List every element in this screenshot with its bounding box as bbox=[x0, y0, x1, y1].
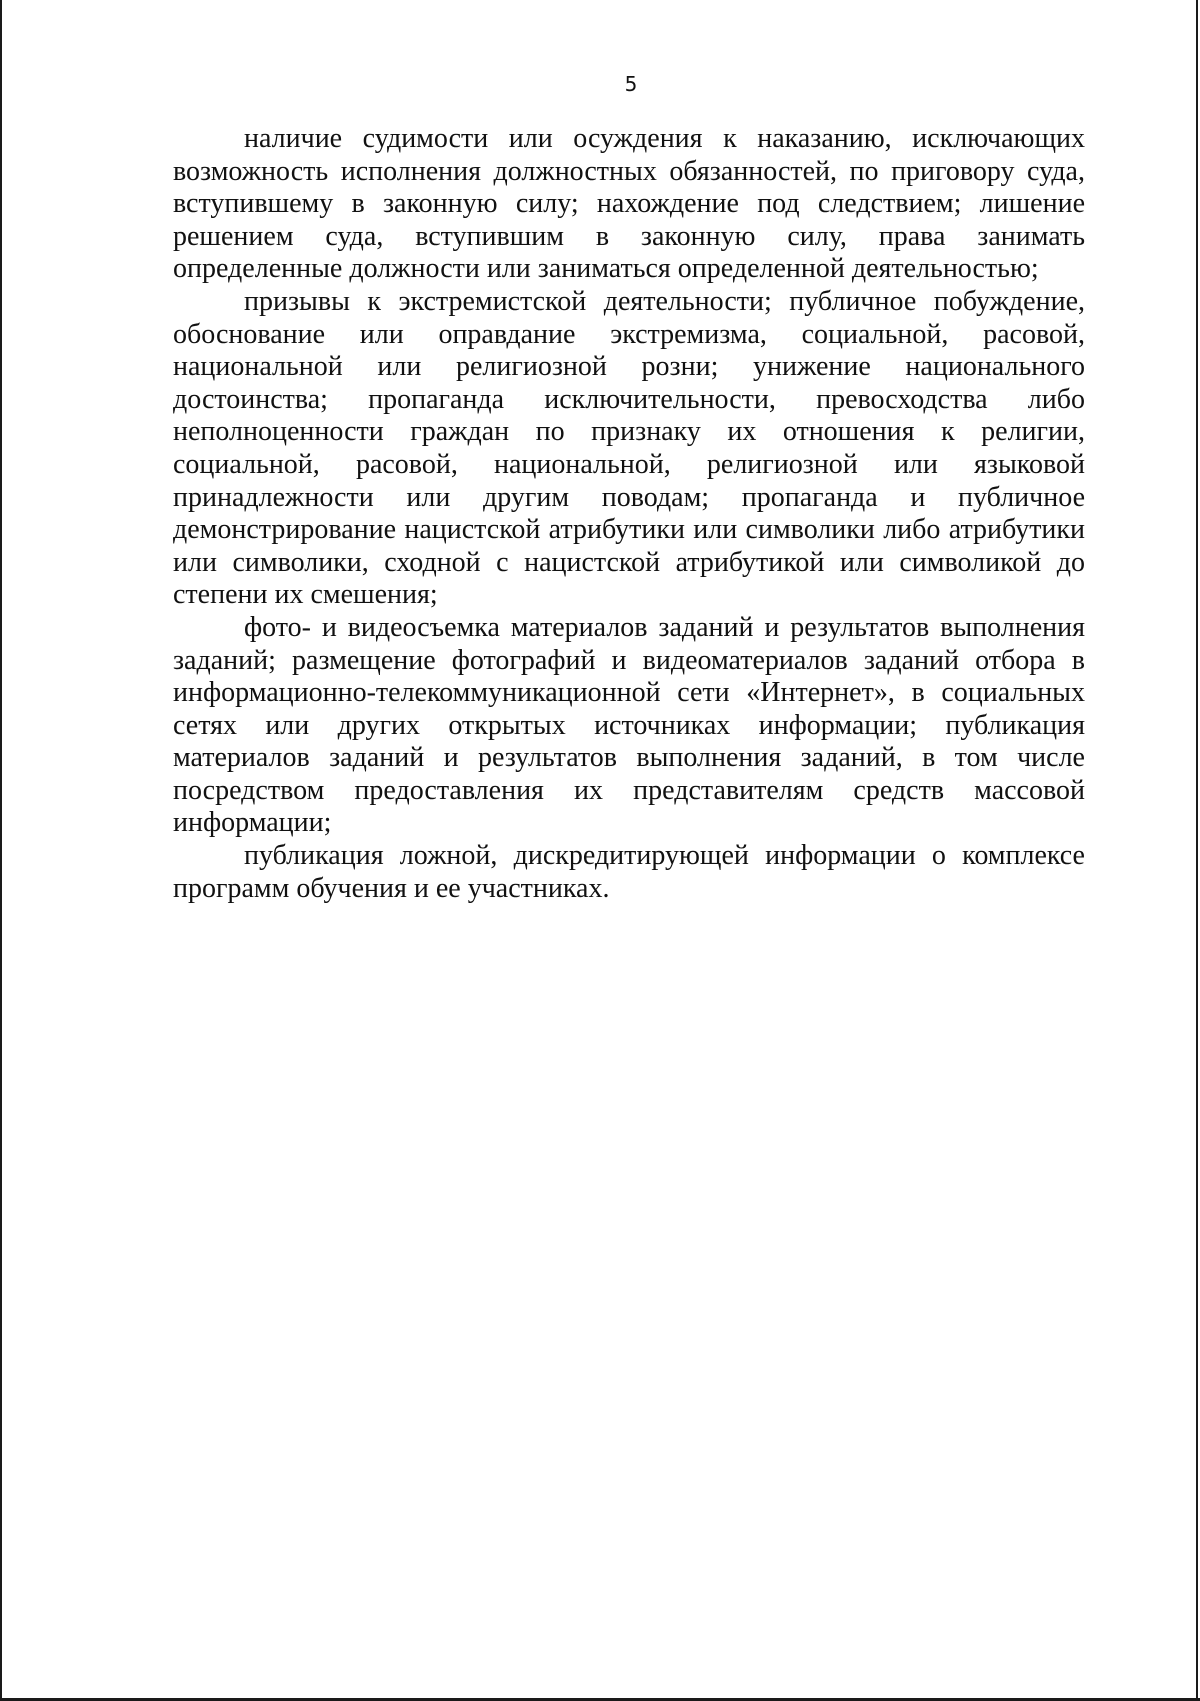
document-body bbox=[173, 123, 1085, 905]
paragraph-criminal-record: наличие судимости или осуждения к наказанию, исключающих возможность исполнения должностных обязанностей, по приговору суда, вступившему в законную силу; нахождение под следствием; лишение решением суда, вступившим в законную силу, права занимать определенные должности или заниматься определенной деятельностью; bbox=[173, 123, 1085, 285]
paragraph-false-information: публикация ложной, дискредитирующей информации о комплексе программ обучения и ее участниках. bbox=[173, 840, 1085, 904]
paragraph-photo-video: фото- и видеосъемка материалов заданий и результатов выполнения заданий; размещение фотографий и видеоматериалов заданий отбора в информационно-телекоммуникационной сети «Интернет», в социальных сетях или других открытых источниках информации; публикация материалов заданий и результатов выполнения заданий, в том числе посредством предоставления их представителям средств массовой информации; bbox=[173, 611, 1085, 839]
scan-edge-left bbox=[0, 0, 2, 1701]
scan-edge-right bbox=[1196, 0, 1198, 1701]
page-number: 5 bbox=[624, 72, 638, 96]
paragraph-extremism: призывы к экстремистской деятельности; публичное побуждение, обоснование или оправдание экстремизма, социальной, расовой, национальной или религиозной розни; унижение национального достоинства; пропаганда исключительности, превосходства либо неполноценности граждан по признаку их отношения к религии, социальной, расовой, национальной, религиозной или языковой принадлежности или другим поводам; пропаганда и публичное демонстрирование нацистской атрибутики или символики либо атрибутики или символики, сходной с нацистской атрибутикой или символикой до степени их смешения; bbox=[173, 285, 1085, 611]
